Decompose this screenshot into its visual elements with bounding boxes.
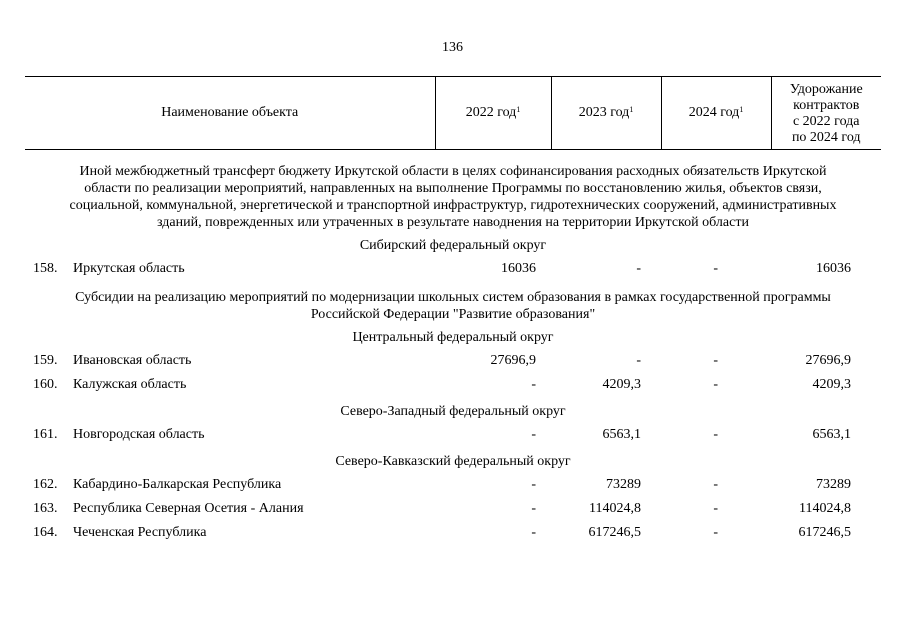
- table-row: 164. Чеченская Республика - 617246,5 - 617246,5: [33, 525, 851, 540]
- header-2022: 2022 год$^1$: [435, 77, 551, 150]
- district-heading: Центральный федеральный округ: [352, 330, 554, 345]
- section-title: Субсидии на реализацию мероприятий по модернизации школьных систем образования в рамках государственной программы Российской Федерации "Развитие образования": [75, 290, 831, 322]
- header-2023: 2023 год$^1$: [551, 77, 661, 150]
- section-title: Иной межбюджетный трансферт бюджету Иркутской области в целях софинансирования расходных обязательств Иркутской области по реализации мероприятий, направленных на выполнение Программы по восстановлению жилья, объектов связи, социальной, коммунальной, энергетической и транспортной инфраструктур, гидротехнических сооружений, административных зданий, поврежденных или утраченных в результате наводнения на территории Иркутской области: [69, 164, 837, 230]
- header-object-name: Наименование объекта: [25, 77, 435, 150]
- district-heading: Сибирский федеральный округ: [359, 238, 547, 253]
- footnote-mark: 1: [629, 105, 634, 114]
- page-number: 136: [442, 40, 463, 55]
- header-cost-increase: Удорожание контрактов с 2022 года по 2024 год: [771, 77, 881, 150]
- table-row: 160. Калужская область - 4209,3 - 4209,3: [33, 377, 851, 392]
- table-row: 159. Ивановская область 27696,9 - - 27696,9: [33, 353, 851, 368]
- footnote-mark: 1: [739, 105, 744, 114]
- table-row: 163. Республика Северная Осетия - Алания - 114024,8 - 114024,8: [33, 501, 851, 516]
- district-heading: Северо-Западный федеральный округ: [340, 404, 566, 419]
- table-row: 162. Кабардино-Балкарская Республика - 73289 - 73289: [33, 477, 851, 492]
- table-header: [25, 76, 881, 150]
- table-body: [25, 157, 881, 545]
- footnote-mark: 1: [516, 105, 521, 114]
- district-heading: Северо-Кавказский федеральный округ: [335, 454, 571, 469]
- table-row: 158. Иркутская область 16036 - - 16036: [33, 261, 851, 276]
- table-row: 161. Новгородская область - 6563,1 - 6563,1: [33, 427, 851, 442]
- header-2024: 2024 год$^1$: [661, 77, 771, 150]
